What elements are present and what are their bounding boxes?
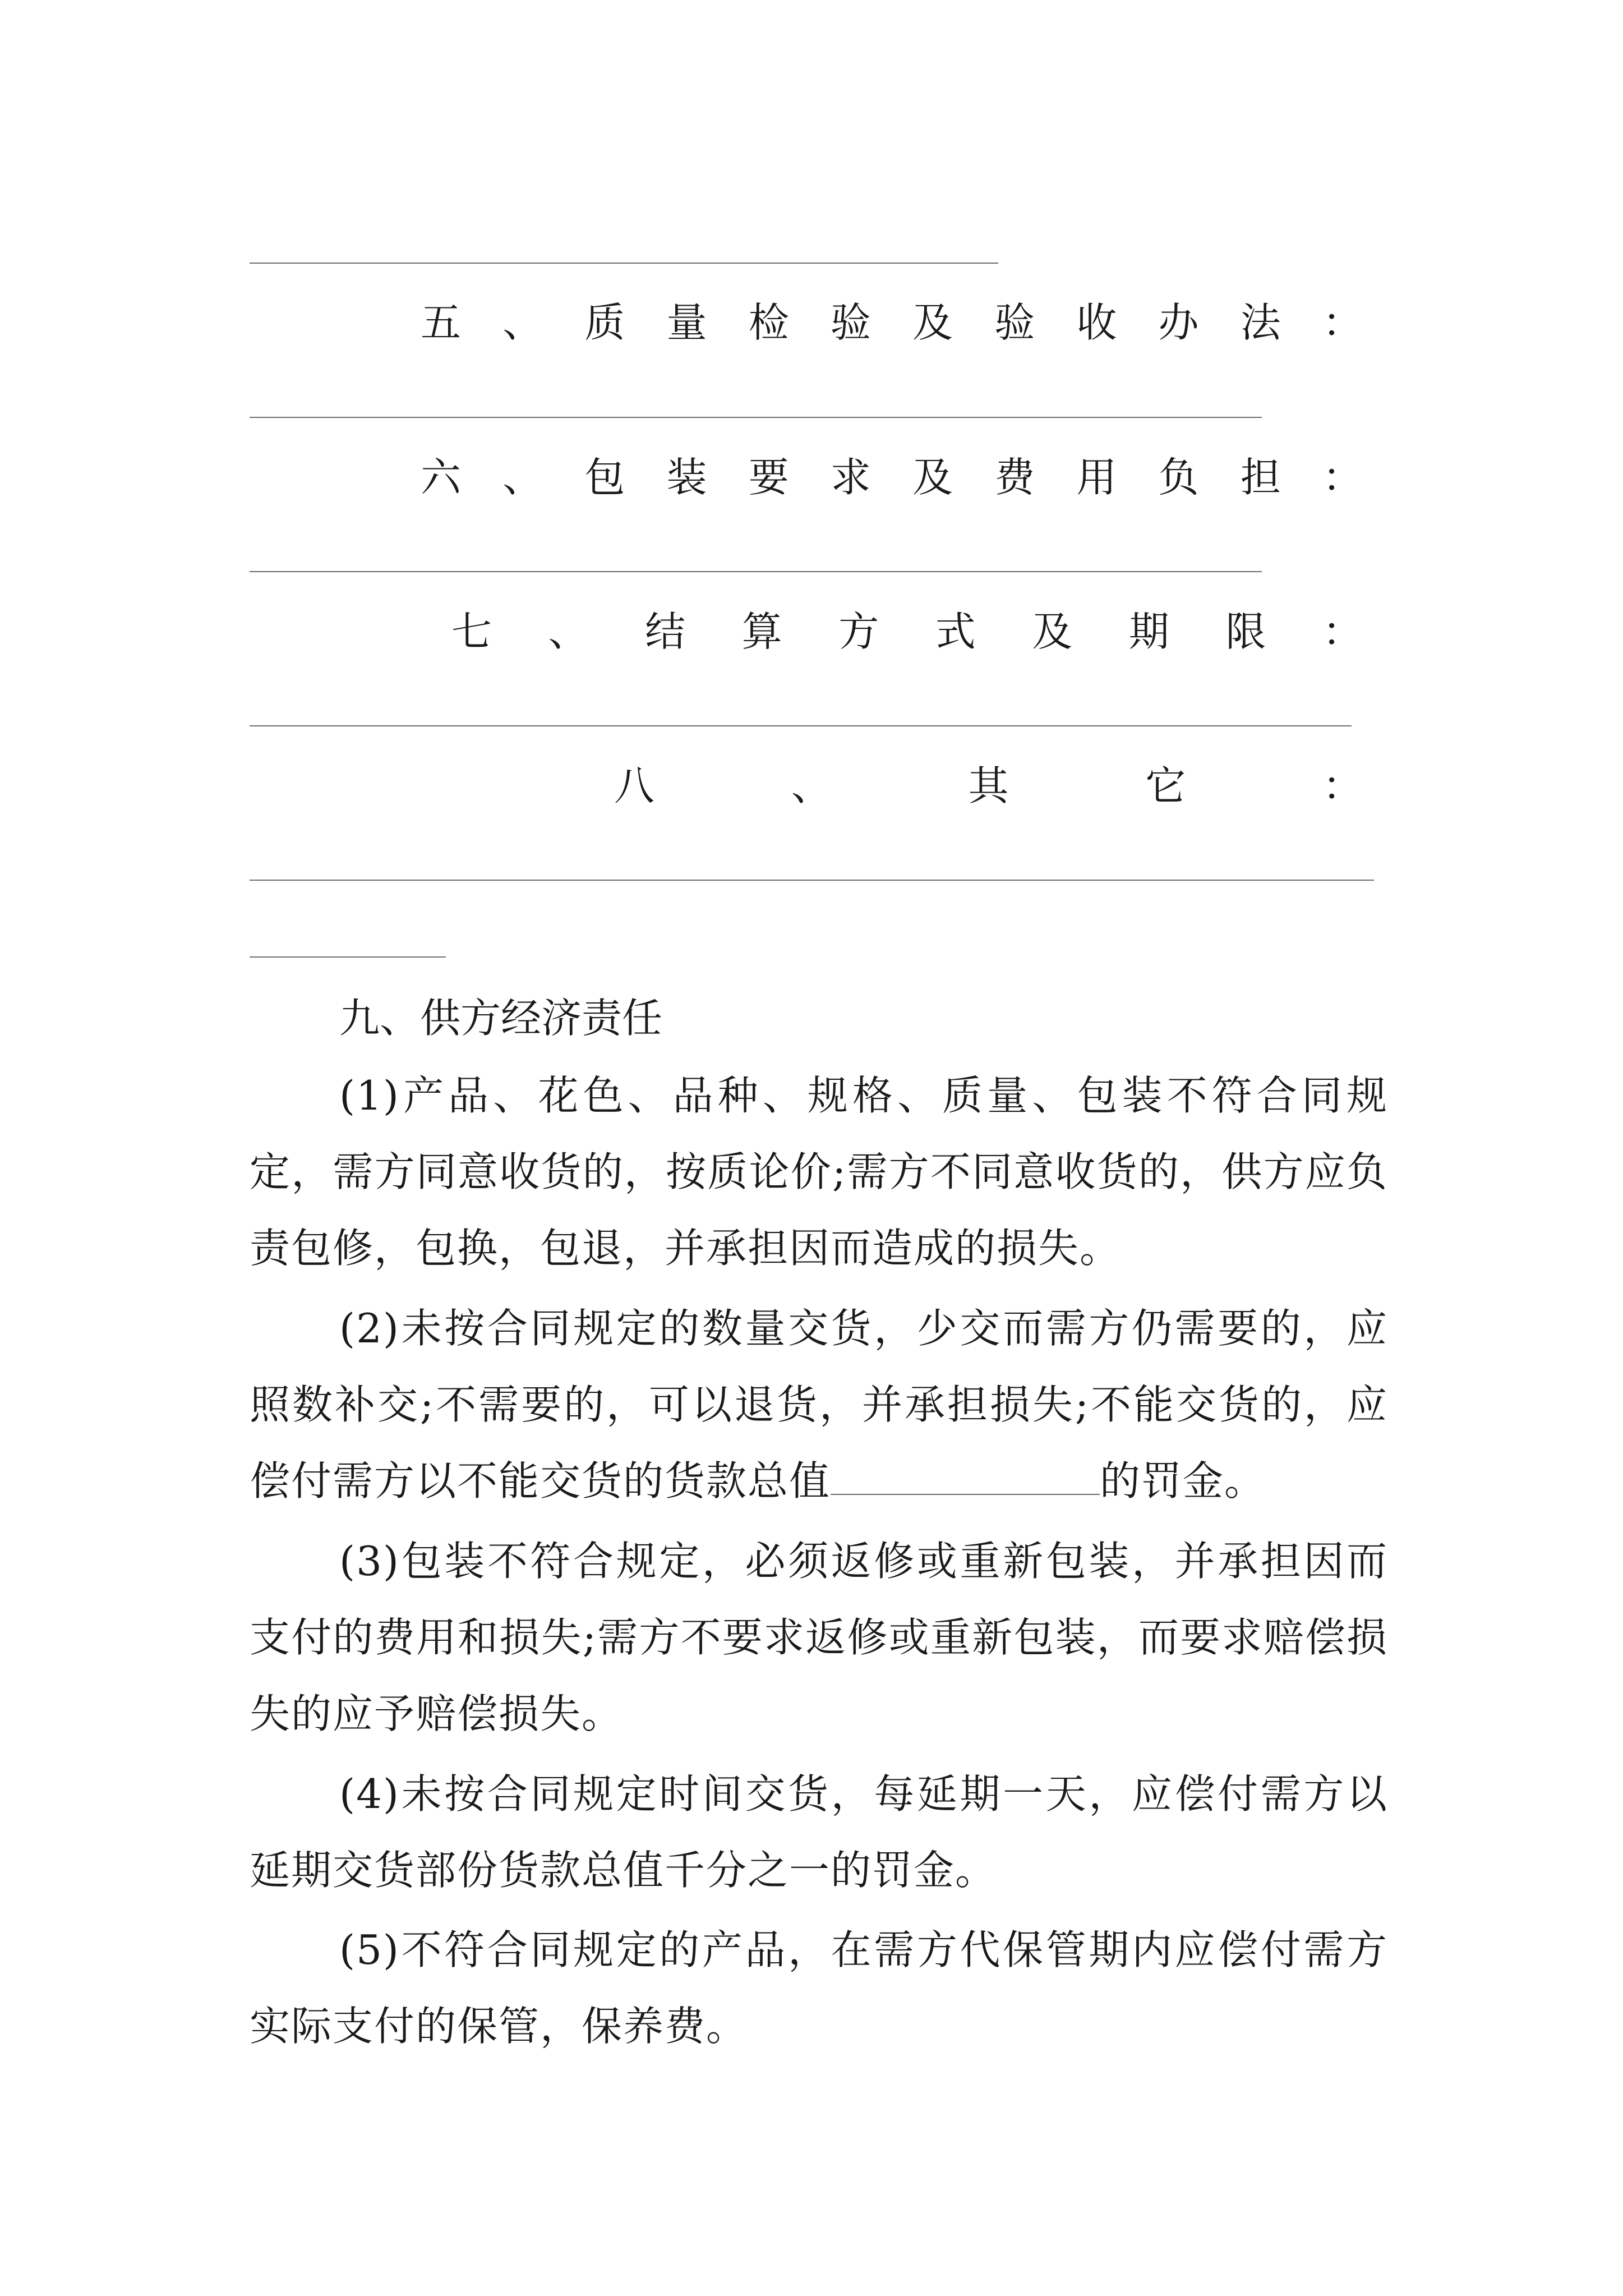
clause-3: (3)包装不符合规定，必须返修或重新包装，并承担因而支付的费用和损失;需方不要求返修或重新包装，而要求赔偿损失的应予赔偿损失。 (250, 1538, 1388, 1737)
fill-in-line (250, 571, 1262, 572)
fill-in-line (250, 725, 1352, 726)
fill-in-line (250, 956, 446, 958)
fill-in-line (250, 417, 1262, 418)
fill-in-line (250, 880, 1374, 881)
clause-2 (250, 1290, 1388, 1519)
clause-1: (1)产品、花色、品种、规格、质量、包装不符合同规定，需方同意收货的，按质论价;需方不同意收货的，供方应负责包修，包换，包退，并承担因而造成的损失。 (250, 1072, 1388, 1272)
fill-in-line (250, 263, 998, 264)
section-title-supplier-liability: 九、供方经济责任 (339, 995, 663, 1042)
heading-quality-inspection: 五 、 质 量 检 验 及 验 收 办 法 ： (421, 299, 1363, 346)
clause-4: (4)未按合同规定时间交货，每延期一天，应偿付需方以延期交货部份货款总值千分之一的罚金。 (250, 1770, 1388, 1894)
clause-5: (5)不符合同规定的产品，在需方代保管期内应偿付需方实际支付的保管，保养费。 (250, 1926, 1388, 2050)
heading-other: 八 、 其 它 ： (614, 762, 1363, 809)
clause-2-text: (2)未按合同规定的数量交货，少交而需方仍需要的，应照数补交;不需要的，可以退货，并承担损失;不能交货的，应偿付需方以不能交货的货款总值 (250, 1305, 1388, 1504)
heading-packaging: 六 、 包 装 要 求 及 费 用 负 担 ： (421, 454, 1363, 501)
heading-settlement: 七 、 结 算 方 式 及 期 限 ： (451, 608, 1363, 655)
amount-blank (831, 1459, 1100, 1495)
clause-2-text-end: 的罚金。 (1100, 1457, 1266, 1504)
